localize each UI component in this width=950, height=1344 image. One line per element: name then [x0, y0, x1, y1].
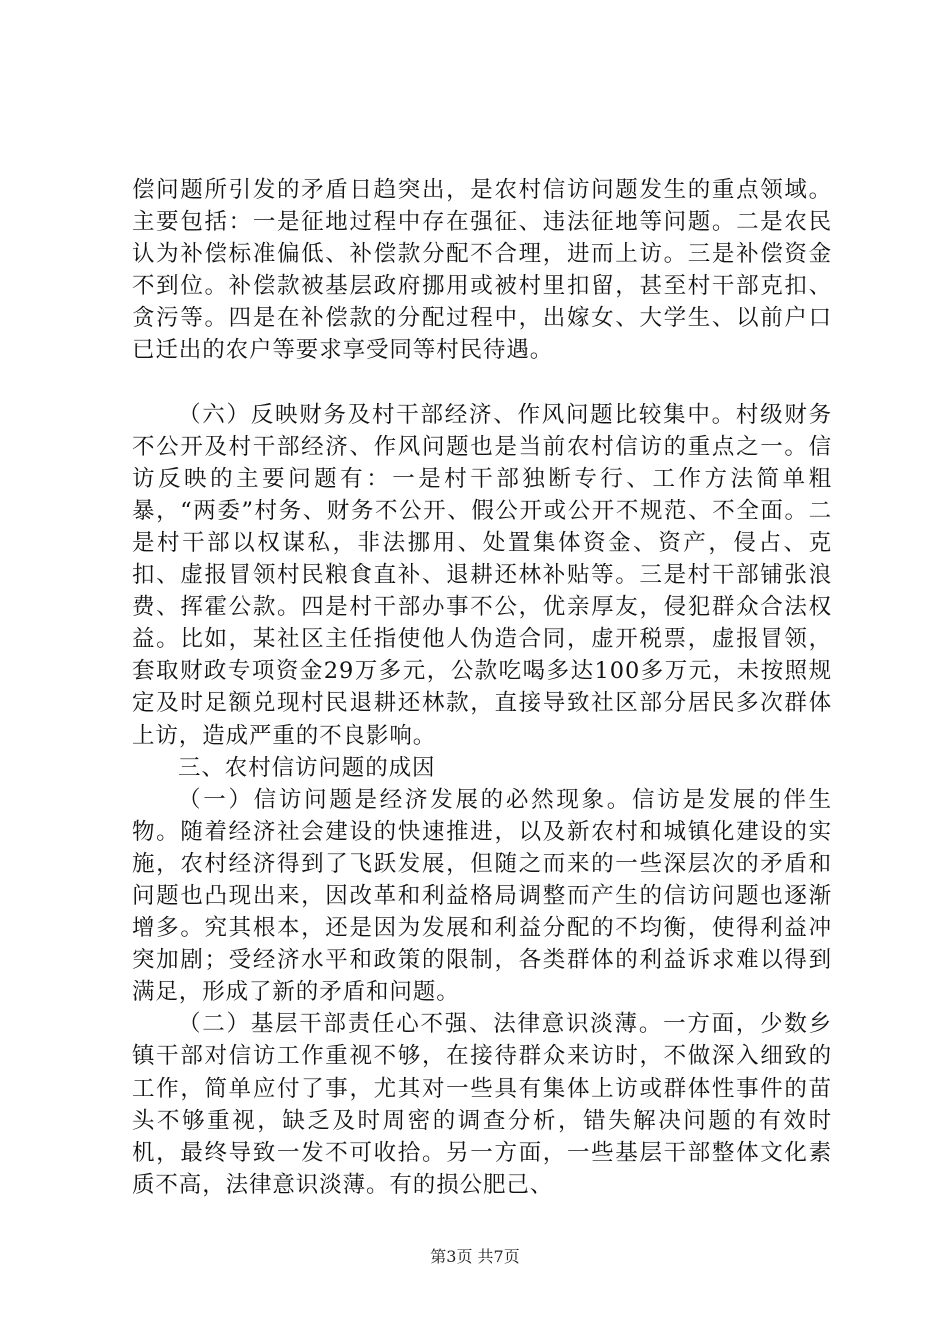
paragraph-compensation-issues: 偿问题所引发的矛盾日趋突出，是农村信访问题发生的重点领域。主要包括：一是征地过程中存在强征、违法征地等问题。二是农民认为补偿标准偏低、补偿款分配不合理，进而上访。三是补偿资金不到位。补偿款被基层政府挪用或被村里扣留，甚至村干部克扣、贪污等。四是在补偿款的分配过程中，出嫁女、大学生、以前户口已迁出的农户等要求享受同等村民待遇。: [132, 177, 832, 364]
paragraph-finance-issues: （六）反映财务及村干部经济、作风问题比较集中。村级财务不公开及村干部经济、作风问题也是当前农村信访的重点之一。信访反映的主要问题有：一是村干部独断专行、工作方法简单粗暴，“两委”村务、财务不公开、假公开或公开不规范、不全面。二是村干部以权谋私，非法挪用、处置集体资金、资产，侵占、克扣、虚报冒领村民粮食直补、退耕还林补贴等。三是村干部铺张浪费、挥霍公款。四是村干部办事不公，优亲厚友，侵犯群众合法权益。比如，某社区主任指使他人伪造合同，虚开税票，虚报冒领，套取财政专项资金29万多元，公款吃喝多达100多万元，未按照规定及时足额兑现村民退耕还林款，直接导致社区部分居民多次群体上访，造成严重的不良影响。: [132, 401, 832, 749]
page-footer: 第3页 共7页: [430, 1247, 520, 1266]
paragraph-economic-development: （一）信访问题是经济发展的必然现象。信访是发展的伴生物。随着经济社会建设的快速推进，以及新农村和城镇化建设的实施，农村经济得到了飞跃发展，但随之而来的一些深层次的矛盾和问题也凸现出来，因改革和利益格局调整而产生的信访问题也逐渐增多。究其根本，还是因为发展和利益分配的不均衡，使得利益冲突加剧；受经济水平和政策的限制，各类群体的利益诉求难以得到满足，形成了新的矛盾和问题。: [132, 786, 832, 1006]
paragraph-cadre-responsibility: （二）基层干部责任心不强、法律意识淡薄。一方面，少数乡镇干部对信访工作重视不够，在接待群众来访时，不做深入细致的工作，简单应付了事，尤其对一些具有集体上访或群体性事件的苗头不够重视，缺乏及时周密的调查分析，错失解决问题的有效时机，最终导致一发不可收拾。另一方面，一些基层干部整体文化素质不高，法律意识淡薄。有的损公肥己、: [132, 1011, 832, 1198]
paragraph-spacer: [132, 367, 832, 399]
section-heading-causes: 三、农村信访问题的成因: [178, 754, 436, 781]
document-body: [132, 174, 832, 1201]
